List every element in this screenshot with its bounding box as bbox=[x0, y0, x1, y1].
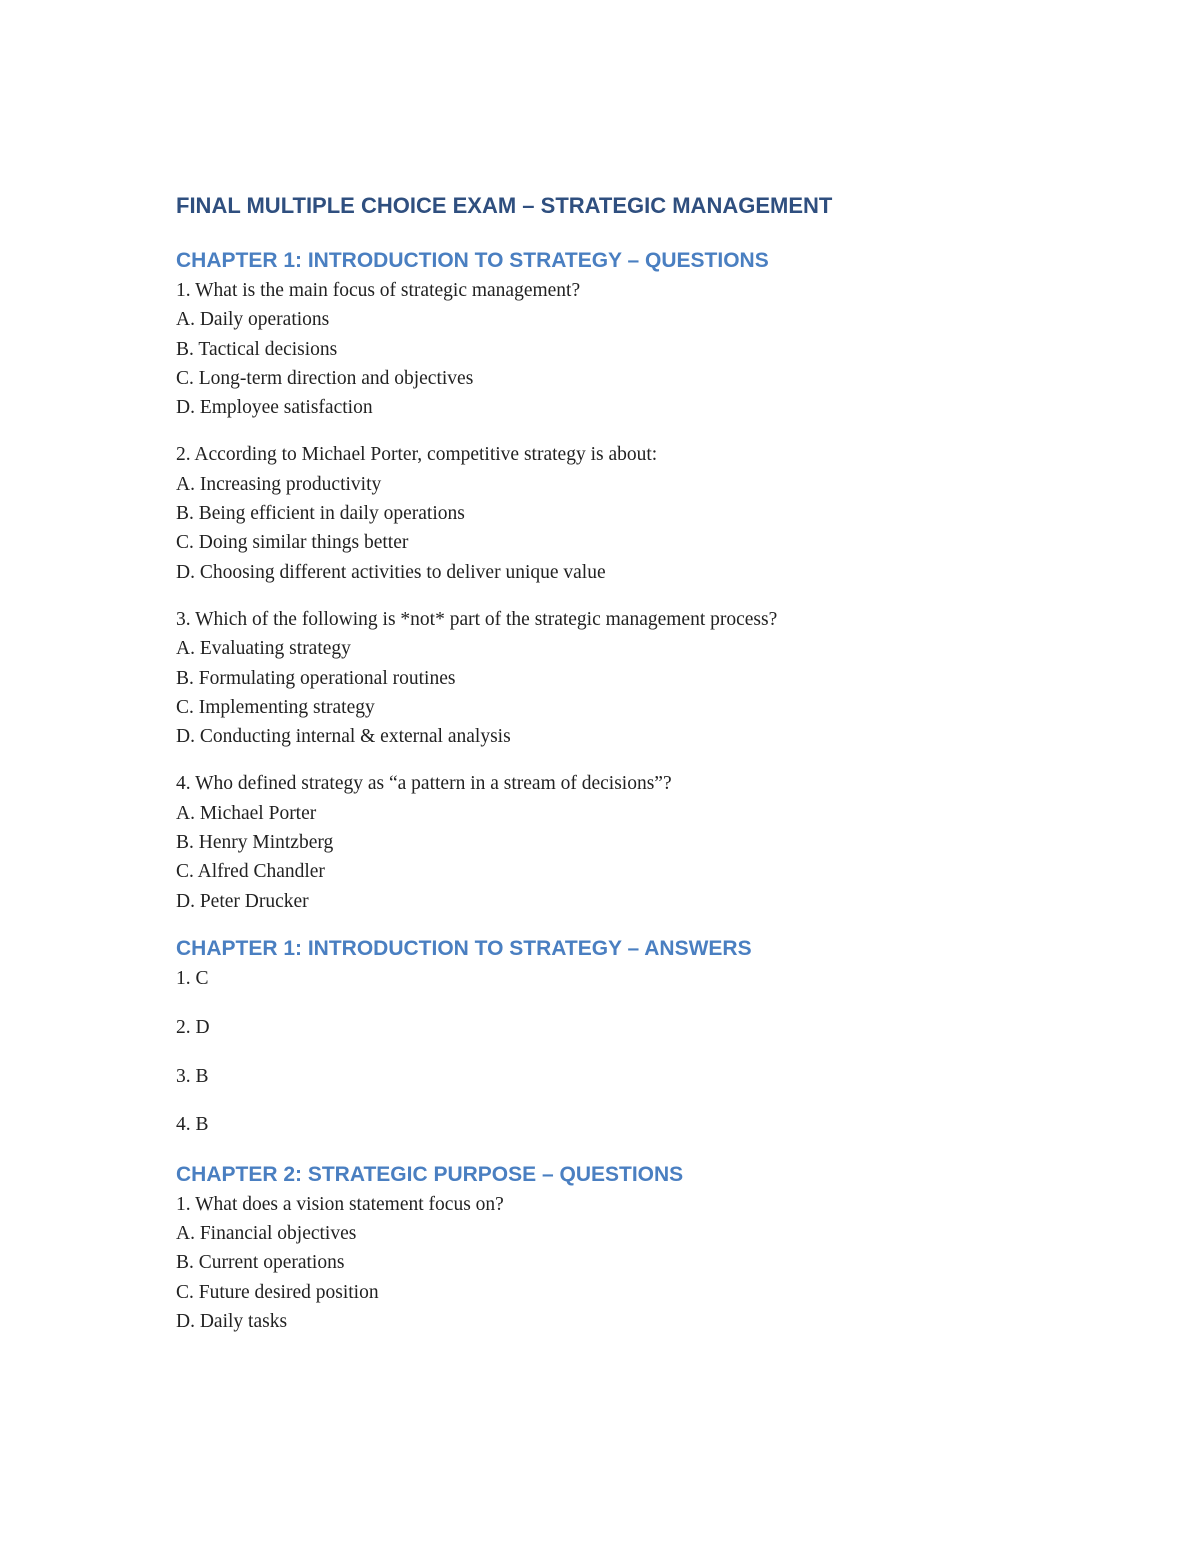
answer-item: 2. D bbox=[176, 1016, 210, 1038]
option-a: A. Daily operations bbox=[176, 309, 330, 331]
question-block bbox=[176, 276, 1136, 422]
option-d: D. Peter Drucker bbox=[176, 890, 309, 912]
question-text: 2. According to Michael Porter, competitive strategy is about: bbox=[176, 444, 658, 466]
answer-item: 4. B bbox=[176, 1114, 209, 1136]
option-c: C. Future desired position bbox=[176, 1281, 379, 1303]
option-b: B. Current operations bbox=[176, 1252, 345, 1274]
option-d: D. Conducting internal & external analysis bbox=[176, 726, 511, 748]
chapter1-answers-heading: CHAPTER 1: INTRODUCTION TO STRATEGY – ANSWERS bbox=[176, 936, 752, 960]
option-a: A. Michael Porter bbox=[176, 802, 317, 824]
option-c: C. Implementing strategy bbox=[176, 696, 375, 718]
option-d: D. Employee satisfaction bbox=[176, 397, 373, 419]
chapter2-questions-heading: CHAPTER 2: STRATEGIC PURPOSE – QUESTIONS bbox=[176, 1162, 684, 1186]
answer-item: 3. B bbox=[176, 1065, 209, 1087]
option-c: C. Doing similar things better bbox=[176, 532, 409, 554]
chapter1-questions-section bbox=[176, 246, 1136, 916]
chapter1-questions-heading: CHAPTER 1: INTRODUCTION TO STRATEGY – QUESTIONS bbox=[176, 249, 769, 272]
document-title: FINAL MULTIPLE CHOICE EXAM – STRATEGIC MANAGEMENT bbox=[176, 193, 833, 218]
option-b: B. Being efficient in daily operations bbox=[176, 503, 465, 525]
question-block bbox=[176, 440, 1136, 586]
answer-item: 1. C bbox=[176, 967, 209, 989]
option-a: A. Financial objectives bbox=[176, 1222, 357, 1244]
question-block bbox=[176, 1190, 1136, 1336]
question-block bbox=[176, 769, 1136, 915]
option-c: C. Alfred Chandler bbox=[176, 861, 325, 883]
question-text: 4. Who defined strategy as “a pattern in a stream of decisions”? bbox=[176, 773, 672, 795]
option-d: D. Daily tasks bbox=[176, 1310, 288, 1332]
question-text: 1. What is the main focus of strategic management? bbox=[176, 280, 581, 301]
option-c: C. Long-term direction and objectives bbox=[176, 367, 474, 389]
option-b: B. Formulating operational routines bbox=[176, 667, 456, 689]
option-a: A. Increasing productivity bbox=[176, 473, 382, 495]
question-text: 3. Which of the following is *not* part of the strategic management process? bbox=[176, 608, 778, 630]
option-d: D. Choosing different activities to deliver unique value bbox=[176, 561, 606, 583]
document-page bbox=[176, 190, 1136, 1354]
question-block bbox=[176, 605, 1136, 751]
option-b: B. Tactical decisions bbox=[176, 338, 338, 360]
option-b: B. Henry Mintzberg bbox=[176, 832, 334, 854]
option-a: A. Evaluating strategy bbox=[176, 638, 351, 660]
chapter1-answers-section bbox=[176, 934, 1136, 1140]
chapter2-questions-section bbox=[176, 1160, 1136, 1336]
question-text: 1. What does a vision statement focus on? bbox=[176, 1193, 504, 1215]
